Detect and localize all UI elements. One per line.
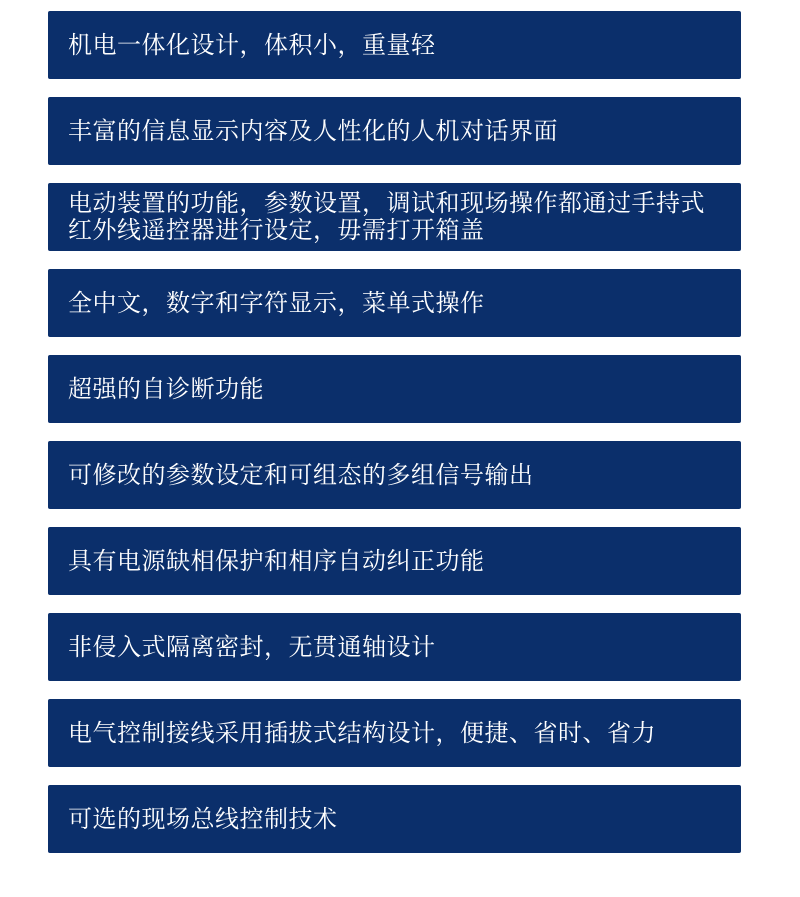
feature-item-fieldbus [48, 785, 741, 853]
feature-item-chinese-menu [48, 269, 741, 337]
feature-item-remote-setup [48, 183, 741, 251]
feature-item-phase-protection [48, 527, 741, 595]
feature-text: 全中文，数字和字符显示，菜单式操作 [68, 288, 485, 317]
feature-list [48, 11, 741, 853]
feature-text: 电动装置的功能，参数设置，调试和现场操作都通过手持式红外线遥控器进行设定，毋需打开箱盖 [68, 189, 705, 244]
feature-text: 机电一体化设计，体积小，重量轻 [68, 30, 436, 59]
feature-text: 可选的现场总线控制技术 [68, 804, 338, 833]
feature-text: 可修改的参数设定和可组态的多组信号输出 [68, 460, 534, 489]
feature-item-mechatronic-design [48, 11, 741, 79]
feature-text: 非侵入式隔离密封，无贯通轴设计 [68, 632, 436, 661]
feature-text: 丰富的信息显示内容及人性化的人机对话界面 [68, 116, 558, 145]
feature-item-info-display [48, 97, 741, 165]
feature-item-plug-wiring [48, 699, 741, 767]
feature-text: 超强的自诊断功能 [68, 374, 264, 403]
feature-text: 具有电源缺相保护和相序自动纠正功能 [68, 546, 485, 575]
feature-item-non-intrusive-seal [48, 613, 741, 681]
feature-text: 电气控制接线采用插拔式结构设计，便捷、省时、省力 [68, 718, 656, 747]
feature-item-signal-output [48, 441, 741, 509]
feature-item-self-diagnosis [48, 355, 741, 423]
